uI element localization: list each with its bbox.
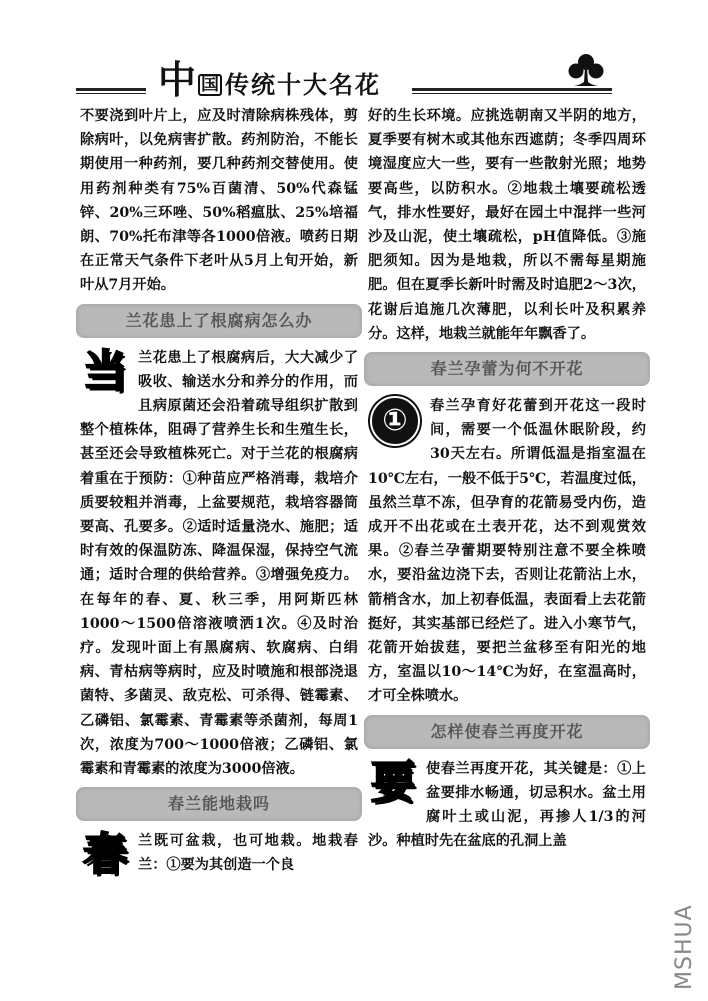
watermark: MSHUA [672,904,697,990]
section-ground-planting [80,829,358,881]
section-body: 使春兰再度开花，其关键是：①上盆要排水畅通，切忌积水。盆土用腐叶土或山泥，再掺人1/3的河沙。种植时先在盆底的孔洞上盖 [368,760,646,850]
title-big-char: 中 [158,58,197,102]
right-column [368,104,646,853]
dropcap-number-one-icon: ① [370,396,420,446]
section-body: 兰既可盆栽，也可地栽。地栽春兰：①要为其创造一个良 [138,833,358,874]
left-column [80,104,358,881]
header-rule-left-thin [76,93,146,94]
title-rest: 传统十大名花 [225,71,382,99]
section-body: 兰花患上了根腐病后，大大减少了吸收、输送水分和养分的作用，而且病原菌还会沿着疏导组织扩散到整个植株体，阻碍了营养生长和生殖生长，甚至还会导致植株死亡。对于兰花的根腐病着重在于预防：①种苗应严格消毒，栽培介质要较粗并消毒，上盆要规范，栽培容器筒要高、孔要多。②适时适量浇水、施肥；适时有效的保温防冻、降温保湿，保持空气流通；适时合理的供给营养。③增强免疫力。在每年的春、夏、秋三季，用阿斯匹林1000～1500倍溶液喷洒1次。④及时治疗。发现叶面上有黑腐病、软腐病、白绢病、青枯病等病时，应及时喷施和根部浇退菌特、多菌灵、敌克松、可杀得、链霉素、乙磷铝、氯霉素、青霉素等杀菌剂，每周1次，浓度为700～1000倍液；乙磷铝、氯霉素和青霉素的浓度为3000倍液。 [80,349,358,778]
section-root-rot [80,346,358,782]
page-header [66,52,646,108]
continued-paragraph: 好的生长环境。应挑选朝南又半阴的地方，夏季要有树木或其他东西遮荫；冬季四周环境湿度应大一些，要有一些散射光照；地势要高些，以防积水。②地栽土壤要疏松透气，排水性要好，最好在园土中混拌一些河沙及山泥，使土壤疏松，pH值降低。③施肥须知。因为是地栽，所以不需每星期施肥。但在夏季长新叶时需及时追肥2～3次，花谢后追施几次薄肥，以利长叶及积累养分。这样，地栽兰就能年年飘香了。 [368,108,646,342]
dropcap-yao: 要 [371,756,415,808]
section-rebloom [368,757,646,854]
title-boxed-char: 国 [198,74,222,96]
clover-tree-icon [566,52,606,90]
section-body: 春兰孕育好花蕾到开花这一段时间，需要一个低温休眠阶段，约30天左右。所谓低温是指室温在10℃左右，一般不低于5℃，若温度过低，虽然兰草不冻，但孕育的花箭易受内伤，造成开不出花或在土表开花，达不到观赏效果。②春兰孕蕾期要特别注意不要全株喷水，要沿盆边浇下去，否则让花箭沾上水，箭梢含水，加上初春低温，表面看上去花箭挺好，其实基部已经烂了。进入小寒节气，花箭开始拔莛，要把兰盆移至有阳光的地方，室温以10～14℃为好，在室温高时，才可全株喷水。 [368,398,646,705]
section-heading-rebloom: 怎样使春兰再度开花 [364,715,650,749]
dropcap-dang: 当 [83,345,127,397]
section-heading-root-rot: 兰花患上了根腐病怎么办 [76,304,362,338]
header-rule-right-thin [412,93,612,94]
header-rule-left [76,88,146,91]
dropcap-chun: 春 [83,829,127,881]
page-title [158,56,381,100]
intro-paragraph: 不要浇到叶片上，应及时清除病株残体，剪除病叶，以免病害扩散。药剂防治，不能长期使用一种药剂，要几种药剂交替使用。使用药剂种类有75%百菌清、50%代森锰锌、20%三环唑、50%稻瘟肽、25%培福朗、70%托布津等各1000倍液。喷药日期在正常天气条件下老叶从5月上旬开始，新叶从7月开始。 [80,108,358,294]
section-heading-bud-no-bloom: 春兰孕蕾为何不开花 [364,352,650,386]
section-bud-no-bloom [368,394,646,709]
section-heading-ground-planting: 春兰能地栽吗 [76,787,362,821]
